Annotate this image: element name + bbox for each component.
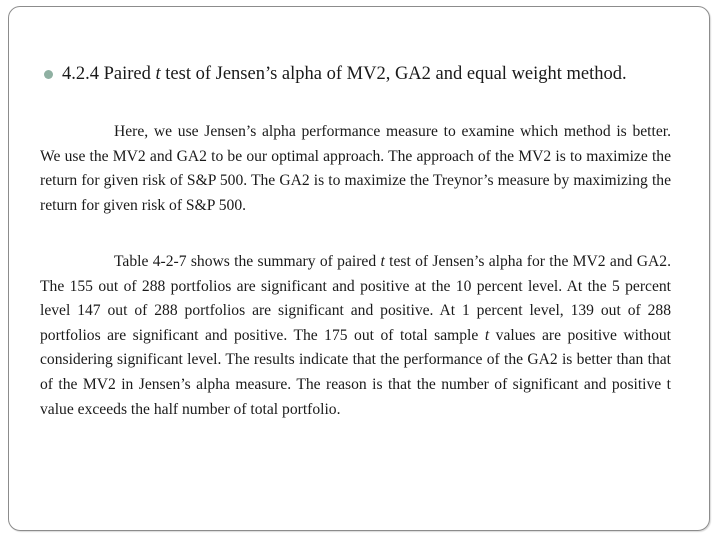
heading-italic-t: t xyxy=(155,64,161,84)
paragraph-results-part2: test of Jensen’s alpha for the MV2 and GA2. The 155 out of 288 portfolios are significant and positive at the 10 percent level. At the 5 percent level 147 out of 288 portfolios are significant and positive. At 1 percent level, 139 out of 288 portfolios are significant and positive. The 175 out of total sample xyxy=(40,253,671,344)
paragraph-intro: Here, we use Jensen’s alpha performance measure to examine which method is better. We use the MV2 and GA2 to be our optimal approach. The approach of the MV2 is to maximize the return for given risk of S&P 500. The GA2 is to maximize the Treynor’s measure by maximizing the return for given risk of S&P 500. xyxy=(40,123,671,214)
heading-suffix: test of Jensen’s alpha of MV2, GA2 and equal weight method. xyxy=(160,64,627,84)
heading-prefix: 4.2.4 Paired xyxy=(62,64,156,84)
paragraph-results-part1: Table 4-2-7 shows the summary of paired xyxy=(114,253,381,270)
paragraph-results xyxy=(40,250,671,422)
paragraph-results-italic-t2: t xyxy=(484,326,490,344)
paragraph-results-part3: values are positive without considering significant level. The results indicate that the performance of the GA2 is better than that of the MV2 in Jensen’s alpha measure. The reason is that the number of significant and positive t value exceeds the half number of total portfolio. xyxy=(40,326,672,418)
heading-text xyxy=(62,62,627,86)
paragraph-results-italic-t1: t xyxy=(380,253,385,270)
bullet-icon xyxy=(44,70,53,79)
